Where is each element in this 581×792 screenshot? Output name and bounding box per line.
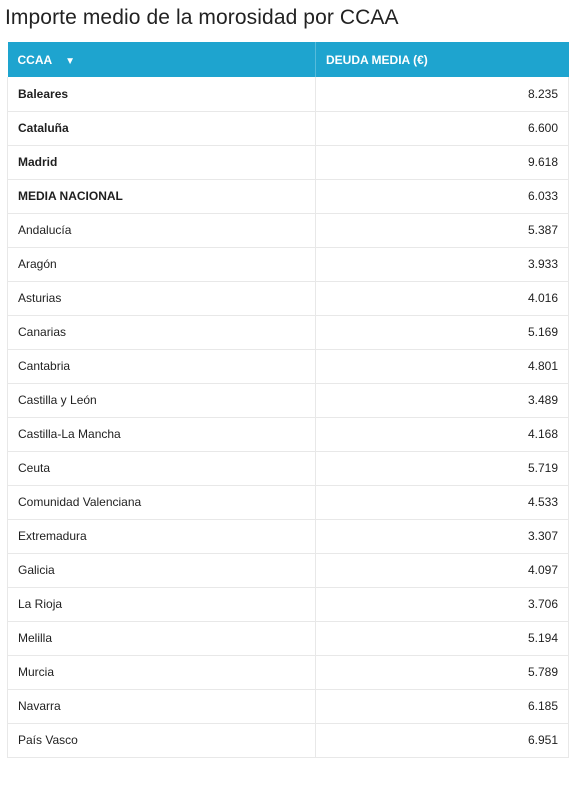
table-row — [8, 383, 569, 417]
cell-ccaa: Cantabria — [8, 349, 316, 383]
cell-ccaa: Murcia — [8, 655, 316, 689]
cell-ccaa: Comunidad Valenciana — [8, 485, 316, 519]
table-row — [8, 281, 569, 315]
column-header-ccaa[interactable] — [8, 42, 316, 77]
table-row — [8, 417, 569, 451]
cell-ccaa: Andalucía — [8, 213, 316, 247]
cell-deuda-media: 9.618 — [316, 145, 569, 179]
table-row — [8, 315, 569, 349]
cell-deuda-media: 6.600 — [316, 111, 569, 145]
cell-ccaa: Baleares — [8, 77, 316, 111]
cell-ccaa: Canarias — [8, 315, 316, 349]
cell-deuda-media: 5.719 — [316, 451, 569, 485]
cell-ccaa: Cataluña — [8, 111, 316, 145]
page-title: Importe medio de la morosidad por CCAA — [5, 6, 399, 29]
table-row — [8, 349, 569, 383]
table-row — [8, 723, 569, 757]
column-header-ccaa-label: CCAA — [17, 52, 52, 67]
table-row — [8, 247, 569, 281]
cell-deuda-media: 5.194 — [316, 621, 569, 655]
cell-deuda-media: 3.307 — [316, 519, 569, 553]
cell-ccaa: Navarra — [8, 689, 316, 723]
table-row — [8, 689, 569, 723]
table-row — [8, 519, 569, 553]
cell-ccaa: Asturias — [8, 281, 316, 315]
table-body — [8, 77, 569, 757]
table-row — [8, 111, 569, 145]
cell-deuda-media: 6.185 — [316, 689, 569, 723]
table-row — [8, 451, 569, 485]
cell-ccaa: Aragón — [8, 247, 316, 281]
cell-ccaa: Ceuta — [8, 451, 316, 485]
cell-deuda-media: 4.168 — [316, 417, 569, 451]
cell-deuda-media: 5.387 — [316, 213, 569, 247]
cell-deuda-media: 6.951 — [316, 723, 569, 757]
cell-ccaa: Madrid — [8, 145, 316, 179]
table-row — [8, 587, 569, 621]
cell-ccaa: Castilla y León — [8, 383, 316, 417]
table-row — [8, 179, 569, 213]
cell-deuda-media: 8.235 — [316, 77, 569, 111]
cell-deuda-media: 5.789 — [316, 655, 569, 689]
cell-ccaa: Galicia — [8, 553, 316, 587]
cell-deuda-media: 5.169 — [316, 315, 569, 349]
cell-deuda-media: 3.706 — [316, 587, 569, 621]
cell-deuda-media: 3.933 — [316, 247, 569, 281]
cell-deuda-media: 4.097 — [316, 553, 569, 587]
table-header — [8, 42, 569, 77]
cell-deuda-media: 4.533 — [316, 485, 569, 519]
cell-ccaa: La Rioja — [8, 587, 316, 621]
table-row — [8, 655, 569, 689]
cell-deuda-media: 4.801 — [316, 349, 569, 383]
table-row — [8, 621, 569, 655]
data-table — [7, 42, 569, 758]
data-table-container — [7, 42, 568, 758]
cell-ccaa: MEDIA NACIONAL — [8, 179, 316, 213]
cell-ccaa: Melilla — [8, 621, 316, 655]
column-header-deuda-media-label: DEUDA MEDIA (€) — [326, 52, 428, 67]
table-row — [8, 77, 569, 111]
cell-deuda-media: 3.489 — [316, 383, 569, 417]
table-row — [8, 145, 569, 179]
column-header-deuda-media[interactable] — [316, 42, 569, 77]
table-row — [8, 213, 569, 247]
cell-ccaa: Castilla-La Mancha — [8, 417, 316, 451]
cell-ccaa: País Vasco — [8, 723, 316, 757]
cell-ccaa: Extremadura — [8, 519, 316, 553]
sort-descending-icon[interactable]: ▼ — [65, 55, 75, 67]
cell-deuda-media: 6.033 — [316, 179, 569, 213]
table-row — [8, 553, 569, 587]
table-row — [8, 485, 569, 519]
cell-deuda-media: 4.016 — [316, 281, 569, 315]
